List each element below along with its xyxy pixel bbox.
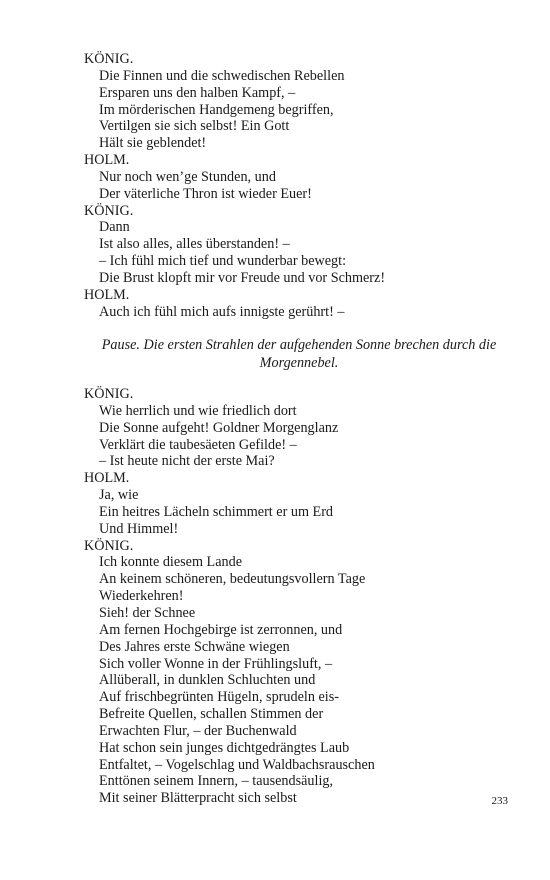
verse-line: Mit seiner Blätterpracht sich selbst xyxy=(99,790,297,807)
verse-line: – Ist heute nicht der erste Mai? xyxy=(99,453,275,470)
verse-line: – Ich fühl mich tief und wunderbar bewegt: xyxy=(99,253,347,270)
speaker-name: KÖNIG. xyxy=(84,51,134,67)
speaker-name: KÖNIG. xyxy=(84,202,134,219)
verse-line: Auf frischbegrünten Hügeln, sprudeln eis- xyxy=(99,689,339,706)
verse-line: Allüberall, in dunklen Schluchten und xyxy=(99,672,316,689)
verse-line: Auch ich fühl mich aufs innigste gerührt! – xyxy=(99,303,345,320)
speaker-name: HOLM. xyxy=(84,470,130,487)
verse-line: Des Jahres erste Schwäne wiegen xyxy=(99,638,290,655)
verse-line: Entfaltet, – Vogelschlag und Waldbachsrauschen xyxy=(99,756,375,773)
page-number: 233 xyxy=(491,795,508,807)
verse-line: Enttönen seinem Innern, – tausendsäulig, xyxy=(99,773,334,790)
verse-line: Sieh! der Schnee xyxy=(99,604,196,621)
verse-line: Der väterliche Thron ist wieder Euer! xyxy=(99,185,312,202)
verse-line: Vertilgen sie sich selbst! Ein Gott xyxy=(99,118,290,135)
verse-line: Dann xyxy=(99,219,130,236)
verse-line: Die Sonne aufgeht! Goldner Morgenglanz xyxy=(99,419,339,436)
verse-line: Verklärt die taubesäeten Gefilde! – xyxy=(99,436,297,453)
dialogue-block-top xyxy=(84,51,514,321)
stage-direction-line-2: Morgennebel. xyxy=(259,355,339,371)
verse-line: Ersparen uns den halben Kampf, – xyxy=(99,84,296,101)
verse-line: Wie herrlich und wie friedlich dort xyxy=(99,402,297,419)
verse-line: Ich konnte diesem Lande xyxy=(99,554,243,571)
verse-line: Ein heitres Lächeln schimmert er um Erd xyxy=(99,503,334,520)
verse-line: Hält sie geblendet! xyxy=(99,135,207,152)
stage-direction-line-1: Pause. Die ersten Strahlen der aufgehenden Sonne brechen durch die xyxy=(101,337,497,353)
verse-line: Die Finnen und die schwedischen Rebellen xyxy=(99,67,345,84)
verse-line: Im mörderischen Handgemeng begriffen, xyxy=(99,101,334,118)
verse-line: Die Brust klopft mir vor Freude und vor Schmerz! xyxy=(99,269,386,286)
verse-line: Nur noch wen’ge Stunden, und xyxy=(99,168,276,185)
speaker-name: HOLM. xyxy=(84,286,130,303)
dialogue-block-bottom xyxy=(84,386,514,807)
verse-line: Befreite Quellen, schallen Stimmen der xyxy=(99,706,324,723)
speaker-name: KÖNIG. xyxy=(84,537,134,554)
verse-line: Hat schon sein junges dichtgedrängtes Laub xyxy=(99,739,350,756)
verse-line: An keinem schöneren, bedeutungsvollern Tage xyxy=(99,571,366,588)
verse-line: Am fernen Hochgebirge ist zerronnen, und xyxy=(99,621,343,638)
verse-line: Wiederkehren! xyxy=(99,588,184,605)
speaker-name: KÖNIG. xyxy=(84,386,134,402)
verse-line: Ist also alles, alles überstanden! – xyxy=(99,236,290,253)
speaker-name: HOLM. xyxy=(84,152,130,169)
verse-line: Erwachten Flur, – der Buchenwald xyxy=(99,722,297,739)
verse-line: Sich voller Wonne in der Frühlingsluft, – xyxy=(99,655,333,672)
verse-line: Ja, wie xyxy=(99,487,139,504)
verse-line: Und Himmel! xyxy=(99,520,179,537)
